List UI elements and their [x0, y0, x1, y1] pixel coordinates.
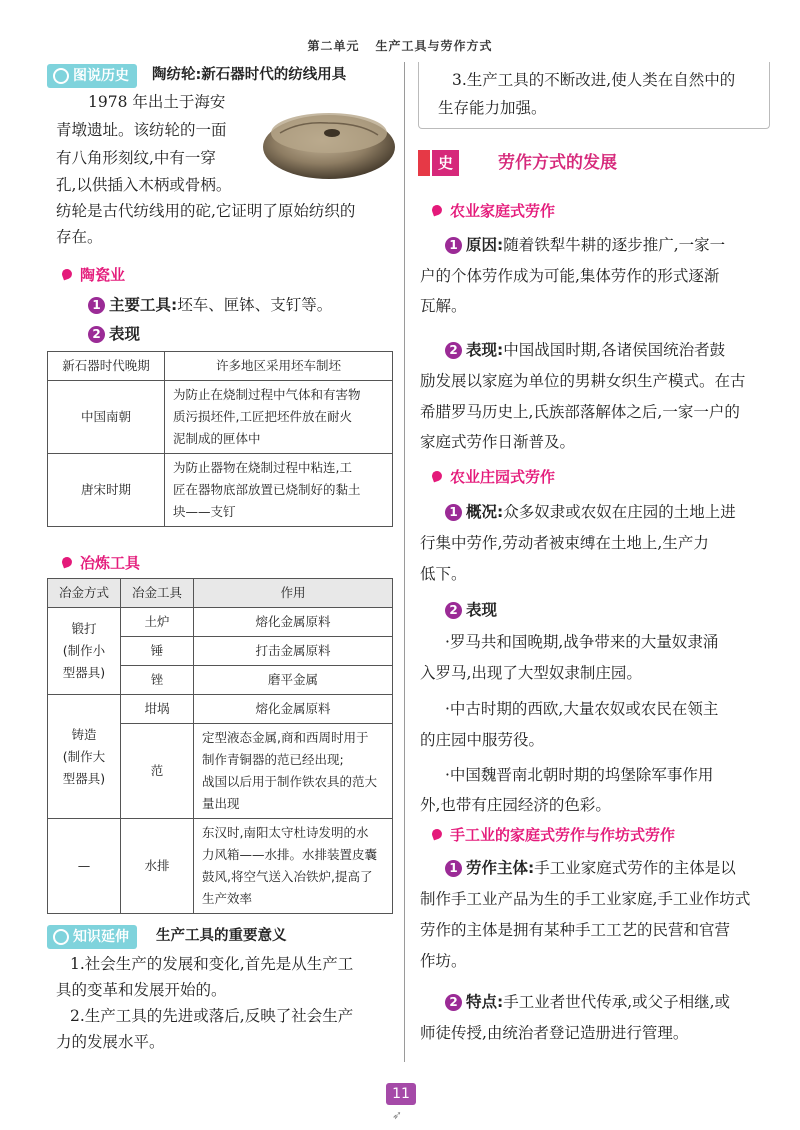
picture-text-line: 存在。 — [56, 228, 103, 246]
text-line: 行集中劳作,劳动者被束缚在土地上,生产力 — [420, 534, 709, 552]
table-cell: 土炉 — [121, 608, 194, 637]
column-divider — [404, 62, 405, 1062]
text-line: 制作手工业产品为生的手工业家庭,手工业作坊式 — [420, 890, 751, 908]
table-cell: 水排 — [121, 819, 194, 914]
ceramics-item-2: 2 表现 — [88, 322, 140, 347]
table-cell: 铸造 (制作大 型器具) — [48, 695, 121, 819]
table-cell: 范 — [121, 724, 194, 819]
text-line: 家庭式劳作日渐普及。 — [420, 433, 576, 451]
table-row — [48, 352, 393, 381]
handicraft-p2: 2 特点:手工业者世代传承,或父子相继,或 — [445, 990, 730, 1015]
bullet-line: 外,也带有庄园经济的色彩。 — [420, 796, 611, 814]
spindle-whorl-image — [260, 103, 398, 183]
extension-line: 力的发展水平。 — [56, 1033, 165, 1051]
manor-heading: 农业庄园式劳作 — [432, 466, 555, 487]
table-cell: 锉 — [121, 666, 194, 695]
table-cell: 唐宋时期 — [48, 454, 165, 527]
table-cell: 东汉时,南阳太守杜诗发明的水 力风箱——水排。水排装置皮囊 鼓风,将空气送入冶铁炉,提高了 生产效率 — [194, 819, 393, 914]
picture-text-line: 纺轮是古代纺线用的砣,它证明了原始纺织的 — [56, 202, 356, 220]
header-cell: 冶金方式 — [48, 579, 121, 608]
text-line: 户的个体劳作成为可能,集体劳作的形式逐渐 — [420, 267, 720, 285]
extension-line: 具的变革和发展开始的。 — [56, 981, 227, 999]
handicraft-heading: 手工业的家庭式劳作与作坊式劳作 — [432, 824, 675, 845]
table-cell: 磨平金属 — [194, 666, 393, 695]
picture-title: 陶纺轮:新石器时代的纺线用具 — [152, 67, 347, 83]
table-cell: 为防止器物在烧制过程中粘连,工 匠在器物底部放置已烧制好的黏土 块——支钉 — [165, 454, 393, 527]
extension-line: 2.生产工具的先进或落后,反映了社会生产 — [70, 1007, 354, 1025]
picture-text-line: 有八角形刻纹,中有一穿 — [56, 149, 216, 167]
page-number: 11 — [386, 1083, 416, 1105]
table-row — [48, 454, 393, 527]
text-line: 作坊。 — [420, 952, 467, 970]
table-cell: — — [48, 819, 121, 914]
smelting-heading: 冶炼工具 — [62, 552, 140, 573]
section-title: 劳作方式的发展 — [498, 153, 617, 173]
table-row — [48, 819, 393, 914]
table-cell: 中国南朝 — [48, 381, 165, 454]
extension-title: 生产工具的重要意义 — [156, 928, 287, 944]
ceramics-table — [47, 351, 393, 527]
bullet-line: 入罗马,出现了大型奴隶制庄园。 — [420, 664, 642, 682]
table-row — [48, 608, 393, 637]
number-2-icon: 2 — [445, 994, 462, 1011]
table-cell: 锤 — [121, 637, 194, 666]
banner-bar — [418, 150, 430, 176]
section-label: 史实3 — [432, 150, 459, 176]
text-line: 低下。 — [420, 565, 467, 583]
text-line: 希腊罗马历史上,氏族部落解体之后,一家一户的 — [420, 403, 740, 421]
header-cell: 作用 — [194, 579, 393, 608]
continued-line: 生存能力加强。 — [438, 99, 547, 117]
page-header — [0, 37, 800, 54]
extension-line: 1.社会生产的发展和变化,首先是从生产工 — [70, 955, 354, 973]
number-2-icon: 2 — [445, 342, 462, 359]
number-1-icon: 1 — [88, 297, 105, 314]
picture-text-line: 孔,以供插入木柄或骨柄。 — [56, 176, 232, 194]
text-line: 励发展以家庭为单位的男耕女织生产模式。在古 — [420, 372, 746, 390]
farm-family-p1: 1 原因:随着铁犁牛耕的逐步推广,一家一 — [445, 233, 725, 258]
table-cell: 熔化金属原料 — [194, 695, 393, 724]
eye-icon — [53, 68, 69, 84]
ceramics-heading: 陶瓷业 — [62, 264, 125, 285]
picture-history-tag: 图说历史 — [47, 64, 137, 88]
table-row — [48, 381, 393, 454]
bird-icon: ➶ — [392, 1108, 403, 1122]
table-cell: 坩埚 — [121, 695, 194, 724]
smelting-table — [47, 578, 393, 914]
manor-p1: 1 概况:众多奴隶或农奴在庄园的土地上进 — [445, 500, 736, 525]
manor-p2: 2 表现 — [445, 598, 497, 623]
table-cell: 为防止在烧制过程中气体和有害物 质污损坯件,工匠把坯件放在耐火 泥制成的匣体中 — [165, 381, 393, 454]
continued-line: 3.生产工具的不断改进,使人类在自然中的 — [452, 71, 736, 89]
text-line: 瓦解。 — [420, 297, 467, 315]
number-1-icon: 1 — [445, 237, 462, 254]
farm-family-heading: 农业家庭式劳作 — [432, 200, 555, 221]
number-1-icon: 1 — [445, 860, 462, 877]
bullet-line: ·罗马共和国晚期,战争带来的大量奴隶涌 — [445, 633, 719, 651]
picture-text-line: 青墩遗址。该纺轮的一面 — [56, 121, 227, 139]
number-2-icon: 2 — [88, 326, 105, 343]
unit-label: 第二单元 — [307, 39, 360, 53]
farm-family-p2: 2 表现:中国战国时期,各诸侯国统治者鼓 — [445, 338, 725, 363]
number-2-icon: 2 — [445, 602, 462, 619]
table-cell: 定型液态金属,商和西周时用于 制作青铜器的范已经出现; 战国以后用于制作铁农具的范大 量出现 — [194, 724, 393, 819]
bullet-line: 的庄园中服劳役。 — [420, 731, 545, 749]
header-cell: 冶金工具 — [121, 579, 194, 608]
bullet-line: ·中古时期的西欧,大量农奴或农民在领主 — [445, 700, 719, 718]
table-row — [48, 695, 393, 724]
table-cell: 新石器时代晚期 — [48, 352, 165, 381]
bullet-line: ·中国魏晋南北朝时期的坞堡除军事作用 — [445, 766, 714, 784]
unit-title: 生产工具与劳作方式 — [375, 39, 493, 53]
table-cell: 锻打 (制作小 型器具) — [48, 608, 121, 695]
handicraft-p1: 1 劳作主体:手工业家庭式劳作的主体是以 — [445, 856, 736, 881]
clock-icon — [53, 929, 69, 945]
table-cell: 许多地区采用坯车制坯 — [165, 352, 393, 381]
text-line: 劳作的主体是拥有某种手工工艺的民营和官营 — [420, 921, 731, 939]
number-1-icon: 1 — [445, 504, 462, 521]
picture-text-line: 1978 年出土于海安 — [88, 93, 226, 111]
knowledge-extension-tag: 知识延伸 — [47, 925, 137, 949]
ceramics-item-1: 1 主要工具:坯车、匣钵、支钉等。 — [88, 293, 332, 318]
table-header-row — [48, 579, 393, 608]
table-cell: 打击金属原料 — [194, 637, 393, 666]
text-line: 师徒传授,由统治者登记造册进行管理。 — [420, 1024, 689, 1042]
table-cell: 熔化金属原料 — [194, 608, 393, 637]
